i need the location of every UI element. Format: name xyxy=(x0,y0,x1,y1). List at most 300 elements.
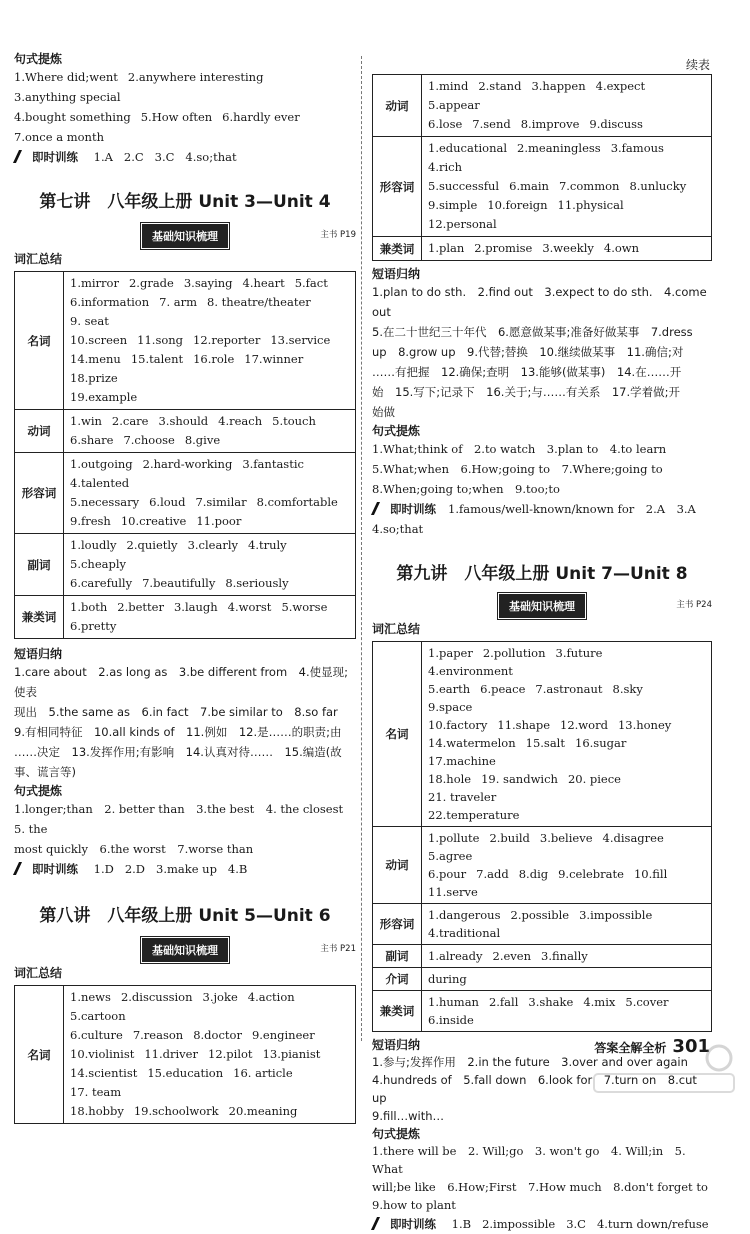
phrase-line: 始 15.写下;记录下 16.关于;与……有关系 17.学着做;开 xyxy=(372,385,680,399)
drill-item: 4.turn down/refuse xyxy=(596,1217,709,1231)
drill-line xyxy=(14,859,356,879)
table-row xyxy=(373,991,712,1032)
vocab-word: 11.serve xyxy=(428,885,478,899)
vocab-word: 2.stand xyxy=(478,79,522,93)
vocab-word: 9. seat xyxy=(70,314,109,328)
word-line xyxy=(428,806,705,824)
word-line xyxy=(70,598,349,617)
vocab-heading: 词汇总结 xyxy=(14,966,63,980)
vocab-table xyxy=(372,641,712,1032)
vocab-word: 3.clearly xyxy=(187,538,238,552)
vocab-word: 5.touch xyxy=(272,414,316,428)
vocab-word: 1.loudly xyxy=(70,538,117,552)
word-line xyxy=(70,274,349,293)
word-line xyxy=(428,77,705,115)
drill-item: 2.C xyxy=(123,150,144,164)
vocab-word: 4.action xyxy=(247,990,295,1004)
vocab-word: 2.grade xyxy=(128,276,174,290)
pen-icon xyxy=(371,502,389,515)
sentence-heading: 句式提炼 xyxy=(372,1127,421,1141)
word-line xyxy=(428,734,705,770)
vocab-word: 5.agree xyxy=(428,849,473,863)
vocab-word: 7.similar xyxy=(195,495,247,509)
category-cell: 动词 xyxy=(373,827,422,904)
phrase-block xyxy=(14,662,356,782)
drill-block xyxy=(372,499,712,539)
vocab-word: 15.education xyxy=(147,1066,224,1080)
vocab-word: 21. traveler xyxy=(428,790,497,804)
category-cell: 名词 xyxy=(373,642,422,827)
drill-item: 3.C xyxy=(154,150,175,164)
vocab-word: 16.role xyxy=(193,352,235,366)
drill-item: 3.C xyxy=(566,1217,586,1231)
vocab-word: 7.send xyxy=(472,117,511,131)
vocab-word: 6.lose xyxy=(428,117,463,131)
vocab-word: 4.talented xyxy=(70,476,130,490)
drill-item: 4.B xyxy=(227,862,248,876)
category-cell: 副词 xyxy=(373,945,422,968)
phrase-line: 事、谎言等) xyxy=(14,765,76,779)
sentence-block xyxy=(372,439,712,499)
vocab-heading: 词汇总结 xyxy=(14,252,63,266)
vocab-word: 6.loud xyxy=(149,495,186,509)
category-cell: 动词 xyxy=(15,410,64,453)
vocab-word: 8.give xyxy=(184,433,221,447)
table-row xyxy=(15,596,356,639)
phrase-line: ……有把握 12.确保;查明 13.能够(做某事) 14.在……开 xyxy=(372,365,682,379)
vocab-word: 11.song xyxy=(137,333,184,347)
sentence-line: will;be like 6.How;First 7.How much 8.don't forget to xyxy=(372,1180,708,1194)
vocab-word: 7.common xyxy=(558,179,620,193)
vocab-word: 5.cover xyxy=(625,995,669,1009)
answer-item: 2.anywhere interesting xyxy=(127,70,264,84)
words-cell xyxy=(422,991,712,1032)
vocab-word: 19.schoolwork xyxy=(133,1104,219,1118)
word-line xyxy=(428,865,705,883)
phrase-line: 5.在二十世纪三十年代 6.愿意做某事;准备好做某事 7.dress xyxy=(372,325,693,339)
word-line xyxy=(70,412,349,431)
drill-line xyxy=(372,1214,712,1234)
category-cell: 副词 xyxy=(15,534,64,596)
vocab-word: 9.engineer xyxy=(251,1028,315,1042)
vocab-word: 3.saying xyxy=(183,276,233,290)
left-column xyxy=(14,0,356,1124)
vocab-word: 5.worse xyxy=(281,600,328,614)
continued-label: 续表 xyxy=(685,58,710,72)
drill-label: 即时训练 xyxy=(390,1217,436,1231)
drill-label: 即时训练 xyxy=(32,862,78,876)
answer-line xyxy=(14,67,356,107)
words-cell xyxy=(422,237,712,261)
footer-title: 答案全解全析 xyxy=(594,1041,667,1055)
word-line xyxy=(428,770,705,806)
section-banner: 基础知识梳理 xyxy=(499,594,585,618)
vocab-word: 6.inside xyxy=(428,1013,474,1027)
vocab-word: 2.meaningless xyxy=(517,141,601,155)
word-line xyxy=(428,883,705,901)
phrase-line: 始做 xyxy=(372,405,395,419)
words-cell xyxy=(422,642,712,827)
vocab-word: 20.meaning xyxy=(228,1104,298,1118)
table-row xyxy=(373,945,712,968)
watermark-logo xyxy=(584,1040,744,1096)
vocab-word: 2.quietly xyxy=(126,538,178,552)
word-line xyxy=(70,350,349,388)
sentence-answers xyxy=(14,67,356,147)
word-line xyxy=(70,388,349,407)
vocab-word: 3.finally xyxy=(541,949,588,963)
word-line xyxy=(428,177,705,196)
word-line xyxy=(70,1045,349,1064)
vocab-word: 4.heart xyxy=(242,276,285,290)
vocab-word: 4.mix xyxy=(583,995,616,1009)
sentence-block xyxy=(372,1142,712,1214)
vocab-word: 8.seriously xyxy=(225,576,289,590)
vocab-word: 1.human xyxy=(428,995,479,1009)
words-cell xyxy=(422,945,712,968)
vocab-word: 8.sky xyxy=(612,682,643,696)
book-ref: 主书 P21 xyxy=(320,944,356,954)
word-line xyxy=(70,1102,349,1121)
vocab-word: 1.win xyxy=(70,414,102,428)
word-line xyxy=(428,644,705,680)
vocab-table xyxy=(14,985,356,1124)
table-row xyxy=(373,75,712,137)
drill-item: 3.make up xyxy=(156,862,217,876)
vocab-word: 5.cheaply xyxy=(70,557,127,571)
vocab-table-continued xyxy=(372,74,712,261)
vocab-word: 1.mind xyxy=(428,79,469,93)
vocab-word: 17.machine xyxy=(428,754,496,768)
vocab-word: 4.worst xyxy=(227,600,272,614)
words-cell xyxy=(422,904,712,945)
category-cell: 介词 xyxy=(373,968,422,991)
vocab-word: 11.shape xyxy=(497,718,551,732)
category-cell: 名词 xyxy=(15,986,64,1124)
vocab-word: 5.successful xyxy=(428,179,500,193)
category-cell: 形容词 xyxy=(15,453,64,534)
phrase-line: 9.fill…with… xyxy=(372,1109,445,1123)
vocab-word: 6.pour xyxy=(428,867,467,881)
phrase-line: 1.care about 2.as long as 3.be different from 4.使显现;使表 xyxy=(14,665,349,699)
word-line xyxy=(428,970,705,988)
drill-item: 1.B xyxy=(451,1217,472,1231)
vocab-word: 1.paper xyxy=(428,646,473,660)
vocab-word: 10.screen xyxy=(70,333,128,347)
drill-item: 2.impossible xyxy=(482,1217,556,1231)
pen-icon xyxy=(371,1217,389,1230)
vocab-word: 22.temperature xyxy=(428,808,520,822)
vocab-word: 16. article xyxy=(233,1066,293,1080)
table-row xyxy=(373,968,712,991)
drill-item: 1.D xyxy=(93,862,114,876)
vocab-word: 12.personal xyxy=(428,217,497,231)
vocab-word: 4.disagree xyxy=(602,831,664,845)
words-cell xyxy=(422,827,712,904)
vocab-word: 1.dangerous xyxy=(428,908,501,922)
answer-item: 5.How often xyxy=(140,110,213,124)
table-row xyxy=(373,904,712,945)
vocab-word: 13.honey xyxy=(617,718,672,732)
answer-item: 1.Where did;went xyxy=(14,70,118,84)
vocab-word: 7.add xyxy=(476,867,509,881)
vocab-word: 9.discuss xyxy=(589,117,643,131)
vocab-word: 2.hard-working xyxy=(142,457,233,471)
vocab-word: 17. team xyxy=(70,1085,122,1099)
vocab-word: 10.fill xyxy=(633,867,668,881)
lecture9-title: 第九讲 八年级上册 Unit 7—Unit 8 xyxy=(396,564,688,584)
pen-icon xyxy=(13,862,31,875)
vocab-word: 3.shake xyxy=(528,995,574,1009)
word-line xyxy=(70,1026,349,1045)
vocab-word: 6.peace xyxy=(480,682,526,696)
vocab-word: 3.famous xyxy=(610,141,664,155)
word-line xyxy=(70,293,349,331)
vocab-word: 9.fresh xyxy=(70,514,111,528)
vocab-word: 14.scientist xyxy=(70,1066,138,1080)
sentence-heading: 句式提炼 xyxy=(14,784,63,798)
word-line xyxy=(428,993,705,1011)
vocab-word: 8.comfortable xyxy=(256,495,338,509)
section-banner: 基础知识梳理 xyxy=(142,224,228,248)
vocab-word: 6.culture xyxy=(70,1028,123,1042)
answer-item: 4.bought something xyxy=(14,110,131,124)
table-row xyxy=(15,986,356,1124)
vocab-heading: 词汇总结 xyxy=(372,622,421,636)
book-ref: 主书 P24 xyxy=(676,600,712,610)
vocab-word: 12.word xyxy=(560,718,608,732)
vocab-word: 2.care xyxy=(111,414,149,428)
answer-item: 6.hardly ever xyxy=(222,110,300,124)
drill-line: 1.famous/well-known/known for 2.A 3.A xyxy=(448,502,696,516)
word-line xyxy=(428,680,705,716)
drill-item: 2.D xyxy=(124,862,146,876)
vocab-word: 3.should xyxy=(158,414,209,428)
word-line xyxy=(428,196,705,234)
word-line xyxy=(70,536,349,574)
words-cell xyxy=(422,137,712,237)
vocab-word: 14.menu xyxy=(70,352,121,366)
vocab-word: 2.better xyxy=(117,600,164,614)
vocab-word: 7.reason xyxy=(132,1028,184,1042)
answer-item: 3.anything special xyxy=(14,90,121,104)
sentence-line: 8.When;going to;when 9.too;to xyxy=(372,482,560,496)
vocab-word: 1.news xyxy=(70,990,111,1004)
vocab-word: 5.cartoon xyxy=(70,1009,126,1023)
vocab-word: 4.rich xyxy=(428,160,462,174)
vocab-word: 8.improve xyxy=(520,117,580,131)
phrase-line: 4.hundreds of 5.fall down 6.look for 7.turn on 8.cut up xyxy=(372,1073,697,1105)
answer-item: 7.once a month xyxy=(14,130,104,144)
vocab-word: 3.happen xyxy=(531,79,586,93)
table-row xyxy=(15,410,356,453)
vocab-word: 2.promise xyxy=(474,241,533,255)
category-cell: 形容词 xyxy=(373,904,422,945)
vocab-word: 1.outgoing xyxy=(70,457,133,471)
table-row xyxy=(15,453,356,534)
vocab-word: 3.laugh xyxy=(173,600,218,614)
vocab-word: 1.educational xyxy=(428,141,508,155)
word-line xyxy=(428,947,705,965)
vocab-word: 4.own xyxy=(603,241,640,255)
sentence-block xyxy=(14,799,356,859)
sentence-heading: 句式提炼 xyxy=(372,424,421,438)
vocab-word: 7. arm xyxy=(159,295,198,309)
phrase-heading: 短语归纳 xyxy=(372,267,421,281)
vocab-word: 14.watermelon xyxy=(428,736,516,750)
phrase-line: 1.plan to do sth. 2.find out 3.expect to do sth. 4.come out xyxy=(372,285,707,319)
drill-label: 即时训练 xyxy=(32,150,78,164)
word-line xyxy=(70,512,349,531)
table-row xyxy=(373,237,712,261)
vocab-word: 7.beautifully xyxy=(142,576,216,590)
vocab-word: 11.physical xyxy=(557,198,624,212)
words-cell xyxy=(422,75,712,137)
vocab-word: 4.reach xyxy=(218,414,263,428)
vocab-word: 9.simple xyxy=(428,198,478,212)
answer-line xyxy=(14,127,356,147)
vocab-word: 13.pianist xyxy=(262,1047,321,1061)
vocab-word: during xyxy=(428,972,467,986)
vocab-word: 8.unlucky xyxy=(629,179,687,193)
vocab-word: 3.fantastic xyxy=(242,457,304,471)
vocab-word: 8.dig xyxy=(518,867,549,881)
drill-item: 4.so;that xyxy=(185,150,237,164)
lecture8-banner-row xyxy=(14,938,356,956)
vocab-word: 7.astronaut xyxy=(535,682,603,696)
words-cell xyxy=(64,453,356,534)
table-row xyxy=(373,642,712,827)
vocab-word: 19.example xyxy=(70,390,138,404)
vocab-word: 8. theatre/theater xyxy=(207,295,311,309)
word-line xyxy=(70,331,349,350)
vocab-word: 5.appear xyxy=(428,98,480,112)
vocab-word: 4.truly xyxy=(248,538,287,552)
phrase-line: 1.参与;发挥作用 2.in the future 3.over and over again xyxy=(372,1055,688,1069)
phrase-heading: 短语归纳 xyxy=(372,1038,421,1052)
category-cell: 兼类词 xyxy=(15,596,64,639)
lecture8-title: 第八讲 八年级上册 Unit 5—Unit 6 xyxy=(39,906,331,926)
vocab-word: 2.possible xyxy=(510,908,570,922)
word-line xyxy=(70,431,349,450)
vocab-word: 10.creative xyxy=(120,514,187,528)
vocab-word: 4.traditional xyxy=(428,926,501,940)
word-line xyxy=(428,716,705,734)
phrase-line: ……决定 13.发挥作用;有影响 14.认真对待…… 15.编造(故 xyxy=(14,745,342,759)
sentence-heading: 句式提炼 xyxy=(14,52,63,66)
vocab-word: 3.impossible xyxy=(579,908,653,922)
words-cell xyxy=(64,986,356,1124)
category-cell: 名词 xyxy=(15,272,64,410)
vocab-word: 3.future xyxy=(555,646,603,660)
drill-label: 即时训练 xyxy=(390,502,436,516)
vocab-word: 12.reporter xyxy=(193,333,261,347)
category-cell: 形容词 xyxy=(373,137,422,237)
vocab-word: 9.space xyxy=(428,700,473,714)
vocab-word: 10.foreign xyxy=(487,198,548,212)
vocab-word: 9.celebrate xyxy=(558,867,624,881)
word-line xyxy=(428,906,705,942)
lecture7-banner-row xyxy=(14,224,356,242)
vocab-word: 7.choose xyxy=(123,433,175,447)
vocab-word: 5.fact xyxy=(294,276,328,290)
vocab-word: 2.pollution xyxy=(482,646,546,660)
vocab-word: 1.already xyxy=(428,949,483,963)
category-cell: 动词 xyxy=(373,75,422,137)
vocab-word: 1.both xyxy=(70,600,108,614)
vocab-word: 11.driver xyxy=(144,1047,198,1061)
word-line xyxy=(70,493,349,512)
vocab-word: 15.talent xyxy=(130,352,184,366)
vocab-word: 1.pollute xyxy=(428,831,480,845)
sentence-line: 1.there will be 2. Will;go 3. won't go 4. Will;in 5. What xyxy=(372,1144,686,1176)
phrase-line: 现出 5.the same as 6.in fact 7.be similar to 8.so far xyxy=(14,705,338,719)
vocab-word: 10.factory xyxy=(428,718,488,732)
vocab-word: 10.violinist xyxy=(70,1047,135,1061)
vocab-word: 15.salt xyxy=(525,736,565,750)
vocab-word: 16.sugar xyxy=(575,736,627,750)
phrase-line: up 8.grow up 9.代替;替换 10.继续做某事 11.确信;对 xyxy=(372,345,684,359)
sentence-line: 5.What;when 6.How;going to 7.Where;going to xyxy=(372,462,663,476)
vocab-word: 3.joke xyxy=(202,990,238,1004)
vocab-table xyxy=(14,271,356,639)
vocab-word: 4.environment xyxy=(428,664,513,678)
vocab-word: 1.plan xyxy=(428,241,465,255)
drill-line: 4.so;that xyxy=(372,522,424,536)
table-row xyxy=(15,272,356,410)
vocab-word: 2.build xyxy=(489,831,530,845)
table-row xyxy=(373,137,712,237)
sentence-line: most quickly 6.the worst 7.worse than xyxy=(14,842,254,856)
word-line xyxy=(428,239,705,258)
vocab-word: 18.prize xyxy=(70,371,118,385)
word-line xyxy=(428,139,705,177)
vocab-word: 12.pilot xyxy=(208,1047,253,1061)
section-banner: 基础知识梳理 xyxy=(142,938,228,962)
vocab-word: 6.main xyxy=(509,179,549,193)
category-cell: 兼类词 xyxy=(373,991,422,1032)
vocab-word: 2.even xyxy=(492,949,532,963)
vocab-word: 11.poor xyxy=(196,514,242,528)
column-divider xyxy=(361,56,362,1041)
vocab-word: 2.discussion xyxy=(120,990,193,1004)
word-line xyxy=(70,1064,349,1102)
words-cell xyxy=(64,410,356,453)
lecture7-title: 第七讲 八年级上册 Unit 3—Unit 4 xyxy=(39,192,331,212)
words-cell xyxy=(64,534,356,596)
vocab-word: 3.believe xyxy=(539,831,593,845)
vocab-word: 6.pretty xyxy=(70,619,117,633)
word-line xyxy=(70,455,349,493)
word-line xyxy=(428,115,705,134)
vocab-word: 2.fall xyxy=(488,995,519,1009)
category-cell: 兼类词 xyxy=(373,237,422,261)
pen-icon xyxy=(13,150,31,163)
vocab-word: 18.hobby xyxy=(70,1104,124,1118)
word-line xyxy=(70,988,349,1026)
phrase-block xyxy=(372,282,712,422)
vocab-word: 5.earth xyxy=(428,682,471,696)
drill-item: 1.A xyxy=(93,150,113,164)
lecture9-banner-row xyxy=(372,594,712,612)
words-cell xyxy=(422,968,712,991)
words-cell xyxy=(64,596,356,639)
phrase-line: 9.有相同特征 10.all kinds of 11.例如 12.是……的职责;由 xyxy=(14,725,342,739)
sentence-line: 1.longer;than 2. better than 3.the best 4. the closest 5. the xyxy=(14,802,355,836)
book-ref: 主书 P19 xyxy=(320,230,356,240)
drill-line xyxy=(14,147,356,167)
vocab-word: 18.hole xyxy=(428,772,472,786)
